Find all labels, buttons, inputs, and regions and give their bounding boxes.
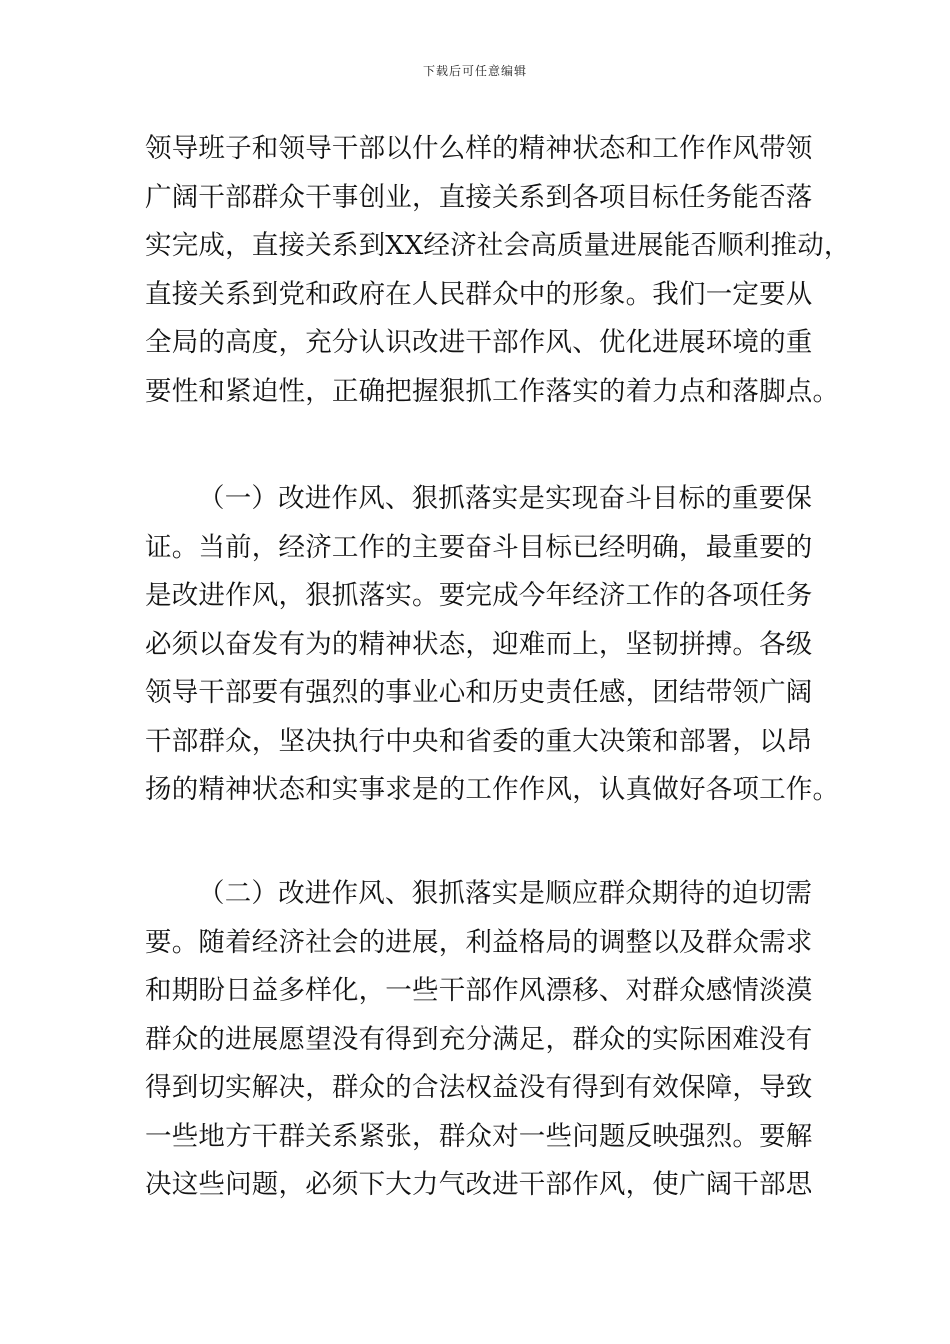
paragraph-3 bbox=[145, 870, 825, 1210]
text-line: （一）改进作风、狠抓落实是实现奋斗目标的重要保 bbox=[198, 483, 813, 514]
text-line: 一些地方干群关系紧张，群众对一些问题反映强烈。要解 bbox=[145, 1120, 813, 1152]
text-line: 决这些问题，必须下大力气改进干部作风，使广阔干部思 bbox=[145, 1169, 813, 1200]
text-line: 要。随着经济社会的进展，利益格局的调整以及群众需求 bbox=[145, 926, 813, 958]
text-line: 得到切实解决，群众的合法权益没有得到有效保障，导致 bbox=[145, 1072, 813, 1103]
text-line: 证。当前，经济工作的主要奋斗目标已经明确，最重要的 bbox=[145, 531, 813, 563]
text-line: 干部群众，坚决执行中央和省委的重大决策和部署，以昂 bbox=[145, 725, 813, 757]
text-line: （二）改进作风、狠抓落实是顺应群众期待的迫切需 bbox=[198, 878, 813, 909]
text-line: 要性和紧迫性，正确把握狠抓工作落实的着力点和落脚点。 bbox=[145, 375, 840, 407]
paragraph-1 bbox=[145, 125, 851, 416]
text-line: 扬的精神状态和实事求是的工作作风，认真做好各项工作。 bbox=[145, 774, 840, 805]
page-header: 下载后可任意编辑 bbox=[422, 64, 527, 78]
text-line: 领导干部要有强烈的事业心和历史责任感，团结带领广阔 bbox=[145, 677, 813, 708]
text-line: 群众的进展愿望没有得到充分满足，群众的实际困难没有 bbox=[145, 1023, 813, 1055]
text-line: 全局的高度，充分认识改进干部作风、优化进展环境的重 bbox=[145, 327, 813, 358]
text-line: 领导班子和领导干部以什么样的精神状态和工作作风带领 bbox=[145, 133, 813, 164]
text-line: 是改进作风，狠抓落实。要完成今年经济工作的各项任务 bbox=[145, 580, 813, 611]
text-line: 广阔干部群众干事创业，直接关系到各项目标任务能否落 bbox=[145, 181, 813, 213]
paragraph-2 bbox=[145, 475, 840, 815]
text-line: 实完成，直接关系到XX经济社会高质量进展能否顺利推动， bbox=[145, 230, 851, 261]
text-line: 直接关系到党和政府在人民群众中的形象。我们一定要从 bbox=[145, 278, 813, 310]
text-line: 必须以奋发有为的精神状态，迎难而上，坚韧拼搏。各级 bbox=[145, 628, 813, 660]
text-line: 和期盼日益多样化，一些干部作风漂移、对群众感情淡漠 bbox=[145, 975, 813, 1006]
